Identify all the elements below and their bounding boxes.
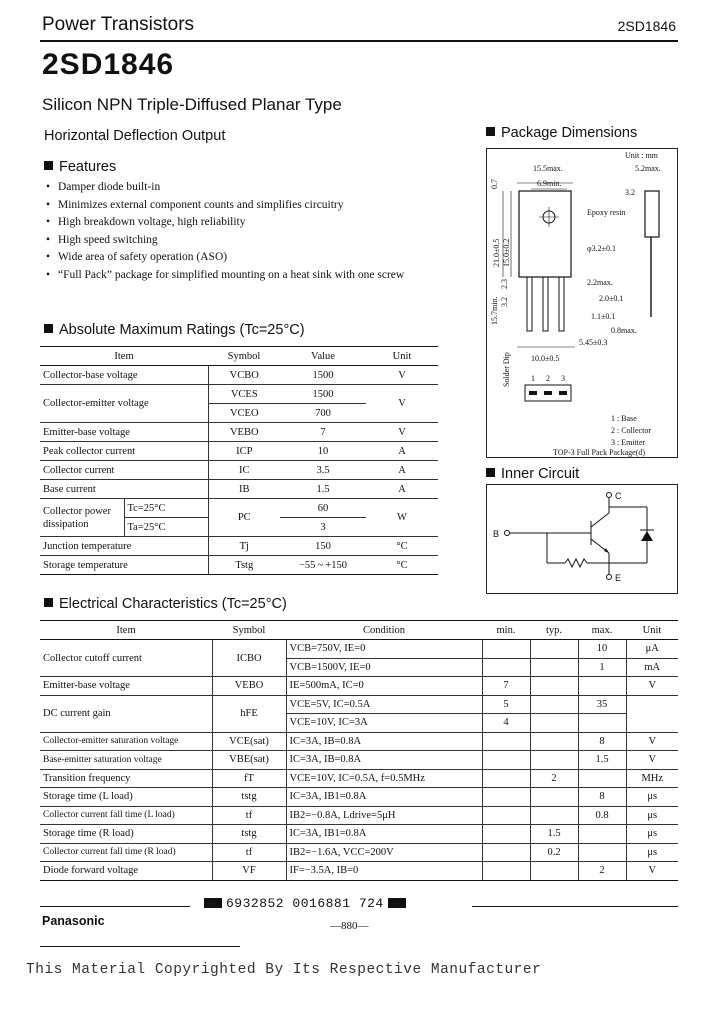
amr-heading: Absolute Maximum Ratings (Tc=25°C) — [44, 322, 305, 338]
table-row: DC current gain hFE VCE=5V, IC=0.5A 5 35 — [40, 695, 678, 714]
table-row: Storage temperature Tstg −55 ~ +150 °C — [40, 556, 438, 575]
table-row: Collector power dissipation Tc=25°C PC 60 W — [40, 499, 438, 518]
bullet-square-icon — [486, 468, 495, 477]
svg-text:1.1±0.1: 1.1±0.1 — [591, 312, 616, 321]
feature-item: • “Full Pack” package for simplified mounting on a heat sink with one screw — [46, 267, 446, 285]
table-row: Diode forward voltage VF IF=−3.5A, IB=0 2 V — [40, 862, 678, 881]
col-header: max. — [578, 621, 626, 640]
lead — [559, 277, 564, 331]
table-row: VCE=10V, IC=3A 4 — [40, 714, 678, 733]
col-header: Value — [280, 347, 366, 366]
svg-text:Epoxy resin: Epoxy resin — [587, 208, 626, 217]
base-label: B — [493, 529, 500, 539]
svg-text:5.45±0.3: 5.45±0.3 — [579, 338, 608, 347]
table-row: Collector cutoff current ICBO VCB=750V, IE=0 10 μA — [40, 640, 678, 659]
col-header: Symbol — [208, 347, 280, 366]
col-header: Unit — [626, 621, 678, 640]
table-row: Collector-emitter saturation voltage VCE(sat) IC=3A, IB=0.8A 8 V — [40, 732, 678, 751]
feature-item: • High breakdown voltage, high reliability — [46, 214, 446, 232]
table-row: Collector-base voltage VCBO 1500 V — [40, 366, 438, 385]
brand-logo: Panasonic — [42, 914, 105, 928]
footer-rule — [40, 906, 190, 907]
inner-circuit-heading: Inner Circuit — [486, 466, 579, 482]
side-view — [645, 191, 659, 237]
ec-heading: Electrical Characteristics (Tc=25°C) — [44, 596, 287, 612]
lead — [527, 277, 532, 331]
pin-legend: 3 : Emitter — [611, 438, 646, 447]
col-header: Item — [40, 621, 212, 640]
col-header: Condition — [286, 621, 482, 640]
lead — [543, 277, 548, 331]
header-part-number: 2SD1846 — [617, 18, 676, 34]
table-row: Collector current IC 3.5 A — [40, 461, 438, 480]
table-row: Collector-emitter voltage VCES 1500 V — [40, 385, 438, 404]
table-row: Base current IB 1.5 A — [40, 480, 438, 499]
svg-text:10.0±0.5: 10.0±0.5 — [531, 354, 560, 363]
footer-rule — [40, 946, 240, 947]
table-row: Collector current fall time (R load) tf IB2=−1.6A, VCC=200V 0.2 μs — [40, 843, 678, 862]
pin-number: 1 — [531, 374, 535, 383]
pin-legend: 1 : Base — [611, 414, 637, 423]
feature-item: • High speed switching — [46, 232, 446, 250]
svg-text:0.7: 0.7 — [490, 179, 499, 189]
collector-label: C — [615, 491, 622, 501]
table-row: Transition frequency fT VCE=10V, IC=0.5A, f=0.5MHz 2 MHz — [40, 769, 678, 788]
pin-number: 2 — [546, 374, 550, 383]
col-header: Symbol — [212, 621, 286, 640]
bullet-square-icon — [486, 127, 495, 136]
unit-label: Unit : mm — [625, 151, 658, 160]
features-heading: Features — [44, 159, 116, 175]
table-row: Peak collector current ICP 10 A — [40, 442, 438, 461]
svg-text:5.2max.: 5.2max. — [635, 164, 661, 173]
table-row: Emitter-base voltage VEBO IE=500mA, IC=0 7 V — [40, 677, 678, 696]
feature-item: • Damper diode built-in — [46, 179, 446, 197]
device-subtitle: Silicon NPN Triple-Diffused Planar Type — [42, 95, 342, 114]
barcode-number: 6932852 0016881 724 — [200, 896, 410, 911]
package-body — [519, 191, 571, 277]
table-row: Base-emitter saturation voltage VBE(sat) IC=3A, IB=0.8A 1.5 V — [40, 751, 678, 770]
table-row: Storage time (R load) tstg IC=3A, IB1=0.8A 1.5 μs — [40, 825, 678, 844]
table-row: Ta=25°C 3 — [40, 518, 438, 537]
svg-text:φ3.2±0.1: φ3.2±0.1 — [587, 244, 617, 253]
feature-item: • Wide area of safety operation (ASO) — [46, 249, 446, 267]
table-header-row — [40, 621, 678, 640]
col-header: Item — [40, 347, 208, 366]
feature-item: • Minimizes external component counts and simplifies circuitry — [46, 197, 446, 215]
amr-table — [40, 346, 438, 575]
table-row: Collector current fall time (L load) tf IB2=−0.8A, Ldrive=5μH 0.8 μs — [40, 806, 678, 825]
svg-text:15.7min.: 15.7min. — [490, 296, 499, 325]
table-row: VCB=1500V, IE=0 1 mA — [40, 658, 678, 677]
part-number: 2SD1846 — [42, 48, 175, 81]
table-row: Junction temperature Tj 150 °C — [40, 537, 438, 556]
category-title: Power Transistors — [42, 14, 195, 35]
svg-text:2.3: 2.3 — [500, 279, 509, 289]
col-header: min. — [482, 621, 530, 640]
svg-text:3.2: 3.2 — [625, 188, 635, 197]
package-heading: Package Dimensions — [486, 125, 637, 141]
table-row: Emitter-base voltage VEBO 7 V — [40, 423, 438, 442]
pin-number: 3 — [561, 374, 565, 383]
pin-legend: 2 : Collector — [611, 426, 651, 435]
package-drawing — [486, 148, 678, 458]
ec-table — [40, 620, 678, 881]
svg-text:0.8max.: 0.8max. — [611, 326, 637, 335]
damper-diode-icon — [641, 531, 653, 541]
bullet-square-icon — [44, 161, 53, 170]
page-number: —880— — [330, 920, 369, 932]
bullet-square-icon — [44, 598, 53, 607]
svg-text:Solder Dip: Solder Dip — [502, 352, 511, 387]
table-row: Storage time (L load) tstg IC=3A, IB1=0.8A 8 μs — [40, 788, 678, 807]
features-list — [46, 179, 446, 284]
svg-text:2.2max.: 2.2max. — [587, 278, 613, 287]
table-row: VCEO 700 — [40, 404, 438, 423]
col-header: typ. — [530, 621, 578, 640]
svg-text:21.0±0.5: 21.0±0.5 — [492, 238, 501, 267]
transistor-symbol — [509, 498, 647, 574]
package-name: TOP-3 Full Pack Package(d) — [553, 448, 646, 457]
svg-text:6.9min.: 6.9min. — [537, 179, 562, 188]
inner-circuit-diagram — [486, 484, 678, 594]
svg-text:3.2: 3.2 — [500, 297, 509, 307]
svg-text:15.5max.: 15.5max. — [533, 164, 563, 173]
emitter-label: E — [615, 573, 622, 583]
col-header: Unit — [366, 347, 438, 366]
application: Horizontal Deflection Output — [44, 128, 226, 144]
svg-text:15.0±0.2: 15.0±0.2 — [502, 238, 511, 267]
header-rule — [40, 40, 678, 42]
copyright-notice: This Material Copyrighted By Its Respective Manufacturer — [26, 962, 542, 978]
table-header-row — [40, 347, 438, 366]
bullet-square-icon — [44, 324, 53, 333]
footer-rule — [472, 906, 678, 907]
svg-text:2.0±0.1: 2.0±0.1 — [599, 294, 624, 303]
